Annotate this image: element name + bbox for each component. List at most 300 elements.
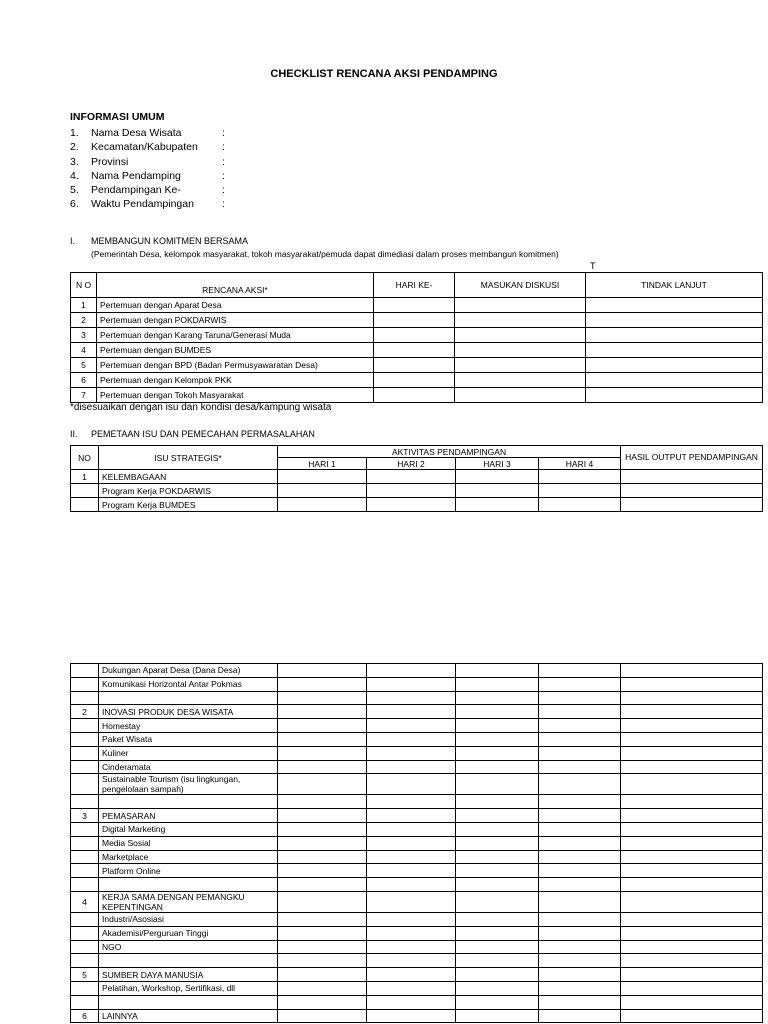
info-item-separator: : (222, 184, 225, 197)
row-number (71, 912, 99, 926)
hari-1-cell[interactable] (278, 470, 367, 484)
table-row (71, 926, 763, 940)
hari-1-cell[interactable] (278, 795, 367, 809)
hari-2-cell[interactable] (367, 774, 456, 795)
hasil-output-cell[interactable] (621, 968, 763, 982)
tindak-lanjut-cell[interactable] (586, 313, 763, 328)
hari-2-cell[interactable] (367, 822, 456, 836)
isu-strategis-cell: Sustainable Tourism (isu lingkungan, pengelolaan sampah) (99, 774, 278, 795)
document-title: CHECKLIST RENCANA AKSI PENDAMPING (270, 68, 498, 80)
hari-1-cell[interactable] (278, 995, 367, 1009)
hasil-output-cell[interactable] (621, 760, 763, 774)
hari-3-cell[interactable] (456, 822, 539, 836)
hasil-output-cell[interactable] (621, 940, 763, 954)
isu-strategis-cell: Paket Wisata (99, 732, 278, 746)
isu-strategis-cell: Digital Marketing (99, 822, 278, 836)
table-row (71, 705, 763, 719)
hari-1-cell[interactable] (278, 664, 367, 678)
table-row (71, 677, 763, 691)
masukan-diskusi-cell[interactable] (455, 373, 586, 388)
rencana-aksi-cell: Pertemuan dengan BPD (Badan Permusyawaratan Desa) (97, 358, 374, 373)
hari-1-cell[interactable] (278, 705, 367, 719)
hari-3-cell[interactable] (456, 470, 539, 484)
row-number (71, 691, 99, 705)
col-header-no: N O (71, 273, 97, 298)
masukan-diskusi-cell[interactable] (455, 328, 586, 343)
info-item (70, 140, 225, 154)
info-item-separator: : (222, 198, 225, 211)
hari-3-cell[interactable] (456, 926, 539, 940)
col-header-tindak-lanjut: TINDAK LANJUT (586, 273, 763, 298)
table-row (71, 981, 763, 995)
hasil-output-cell[interactable] (621, 891, 763, 912)
hari-1-cell[interactable] (278, 498, 367, 512)
col-header-isu-strategis: ISU STRATEGIS* (99, 446, 278, 470)
hari-ke-cell[interactable] (374, 343, 455, 358)
hari-2-cell[interactable] (367, 484, 456, 498)
table-row (71, 954, 763, 968)
rencana-aksi-cell: Pertemuan dengan Karang Taruna/Generasi Muda (97, 328, 374, 343)
hari-4-cell[interactable] (539, 664, 621, 678)
hasil-output-cell[interactable] (621, 719, 763, 733)
row-number (71, 732, 99, 746)
info-item-separator: : (222, 127, 225, 139)
hari-2-cell[interactable] (367, 912, 456, 926)
hari-1-cell[interactable] (278, 774, 367, 795)
hari-4-cell[interactable] (539, 954, 621, 968)
rencana-aksi-cell: Pertemuan dengan BUMDES (97, 343, 374, 358)
row-number (71, 864, 99, 878)
tindak-lanjut-cell[interactable] (586, 343, 763, 358)
hari-4-cell[interactable] (539, 912, 621, 926)
info-item (70, 169, 225, 183)
tindak-lanjut-cell[interactable] (586, 373, 763, 388)
section-2-heading (70, 429, 315, 439)
hari-3-cell[interactable] (456, 878, 539, 892)
col-header-hari-1: HARI 1 (278, 458, 367, 470)
row-number (71, 926, 99, 940)
hari-3-cell[interactable] (456, 760, 539, 774)
hari-3-cell[interactable] (456, 498, 539, 512)
hari-4-cell[interactable] (539, 995, 621, 1009)
hari-2-cell[interactable] (367, 705, 456, 719)
hasil-output-cell[interactable] (621, 691, 763, 705)
hari-4-cell[interactable] (539, 968, 621, 982)
row-number (71, 981, 99, 995)
hasil-output-cell[interactable] (621, 864, 763, 878)
hari-3-cell[interactable] (456, 981, 539, 995)
tindak-lanjut-cell[interactable] (586, 298, 763, 313)
hari-4-cell[interactable] (539, 719, 621, 733)
section-1-subtitle: (Pemerintah Desa, kelompok masyarakat, tokoh masyarakat/pemuda dapat dimediasi dalam proses membangun komitmen) (91, 249, 559, 259)
col-header-hasil-output: HASIL OUTPUT PENDAMPINGAN (621, 446, 763, 470)
table-row (71, 940, 763, 954)
col-header-aktivitas: AKTIVITAS PENDAMPINGAN (278, 446, 621, 458)
hari-3-cell[interactable] (456, 968, 539, 982)
hari-1-cell[interactable] (278, 891, 367, 912)
hari-4-cell[interactable] (539, 878, 621, 892)
isu-strategis-cell: KERJA SAMA DENGAN PEMANGKU KEPENTINGAN (99, 891, 278, 912)
table-row (71, 995, 763, 1009)
row-number: 6 (71, 373, 97, 388)
hari-1-cell[interactable] (278, 760, 367, 774)
isu-strategis-table (70, 445, 763, 512)
hasil-output-cell[interactable] (621, 954, 763, 968)
hari-2-cell[interactable] (367, 795, 456, 809)
section-2-title: PEMETAAN ISU DAN PEMECAHAN PERMASALAHAN (91, 429, 315, 439)
row-number: 1 (71, 470, 99, 484)
hasil-output-cell[interactable] (621, 1009, 763, 1023)
info-item-label: Pendampingan Ke- (91, 184, 181, 197)
table-row (71, 373, 763, 388)
table-row (71, 850, 763, 864)
hari-2-cell[interactable] (367, 760, 456, 774)
hasil-output-cell[interactable] (621, 746, 763, 760)
hasil-output-cell[interactable] (621, 774, 763, 795)
info-item-separator: : (222, 169, 225, 182)
hari-1-cell[interactable] (278, 850, 367, 864)
hari-3-cell[interactable] (456, 1009, 539, 1023)
row-number (71, 664, 99, 678)
rencana-aksi-cell: Pertemuan dengan Tokoh Masyarakat (97, 388, 374, 403)
hari-4-cell[interactable] (539, 850, 621, 864)
table-row (71, 358, 763, 373)
hari-3-cell[interactable] (456, 691, 539, 705)
info-item-separator: : (222, 155, 225, 168)
isu-strategis-cell (99, 795, 278, 809)
table-row (71, 1009, 763, 1023)
row-number (71, 677, 99, 691)
hasil-output-cell[interactable] (621, 470, 763, 484)
hari-ke-cell[interactable] (374, 358, 455, 373)
row-number: 3 (71, 809, 99, 823)
hari-3-cell[interactable] (456, 954, 539, 968)
hari-4-cell[interactable] (539, 891, 621, 912)
masukan-diskusi-cell[interactable] (455, 313, 586, 328)
hari-1-cell[interactable] (278, 968, 367, 982)
section-1-title: MEMBANGUN KOMITMEN BERSAMA (91, 236, 249, 246)
hasil-output-cell[interactable] (621, 981, 763, 995)
tindak-lanjut-cell[interactable] (586, 358, 763, 373)
hari-4-cell[interactable] (539, 746, 621, 760)
hari-1-cell[interactable] (278, 484, 367, 498)
row-number (71, 774, 99, 795)
hari-3-cell[interactable] (456, 664, 539, 678)
hari-3-cell[interactable] (456, 732, 539, 746)
row-number (71, 719, 99, 733)
hari-3-cell[interactable] (456, 677, 539, 691)
hari-3-cell[interactable] (456, 795, 539, 809)
info-item (70, 197, 225, 211)
table-row (71, 732, 763, 746)
hari-2-cell[interactable] (367, 498, 456, 512)
info-item-label: Waktu Pendampingan (91, 198, 194, 211)
info-item-label: Nama Pendamping (91, 169, 181, 182)
masukan-diskusi-cell[interactable] (455, 388, 586, 403)
row-number (71, 484, 99, 498)
isu-strategis-cell (99, 878, 278, 892)
col-header-no: NO (71, 446, 99, 470)
info-item-number: 2. (70, 141, 79, 154)
hari-3-cell[interactable] (456, 891, 539, 912)
col-header-hari-2: HARI 2 (367, 458, 456, 470)
hari-2-cell[interactable] (367, 926, 456, 940)
hasil-output-cell[interactable] (621, 850, 763, 864)
table-row (71, 719, 763, 733)
table-row (71, 760, 763, 774)
hari-2-cell[interactable] (367, 719, 456, 733)
tindak-lanjut-cell[interactable] (586, 328, 763, 343)
hari-3-cell[interactable] (456, 809, 539, 823)
hari-2-cell[interactable] (367, 891, 456, 912)
hari-1-cell[interactable] (278, 981, 367, 995)
hari-1-cell[interactable] (278, 719, 367, 733)
hari-3-cell[interactable] (456, 719, 539, 733)
section-2-number: II. (70, 429, 78, 439)
hasil-output-cell[interactable] (621, 498, 763, 512)
isu-strategis-cell (99, 691, 278, 705)
hari-4-cell[interactable] (539, 1009, 621, 1023)
hari-3-cell[interactable] (456, 774, 539, 795)
table-row (71, 484, 763, 498)
info-list (70, 126, 225, 212)
hari-4-cell[interactable] (539, 760, 621, 774)
isu-strategis-cell: Homestay (99, 719, 278, 733)
isu-strategis-cell: Media Sosial (99, 836, 278, 850)
row-number (71, 954, 99, 968)
isu-strategis-cell: Pelatihan, Workshop, Sertifikasi, dll (99, 981, 278, 995)
hari-1-cell[interactable] (278, 836, 367, 850)
row-number (71, 822, 99, 836)
hari-2-cell[interactable] (367, 470, 456, 484)
isu-strategis-cell: Marketplace (99, 850, 278, 864)
row-number (71, 836, 99, 850)
hari-2-cell[interactable] (367, 677, 456, 691)
hari-ke-cell[interactable] (374, 328, 455, 343)
isu-strategis-cell: Program Kerja BUMDES (99, 498, 278, 512)
hari-1-cell[interactable] (278, 677, 367, 691)
table-row (71, 313, 763, 328)
hari-2-cell[interactable] (367, 664, 456, 678)
table-row (71, 498, 763, 512)
hasil-output-cell[interactable] (621, 664, 763, 678)
hari-2-cell[interactable] (367, 995, 456, 1009)
hari-ke-cell[interactable] (374, 313, 455, 328)
hari-3-cell[interactable] (456, 850, 539, 864)
tindak-lanjut-cell[interactable] (586, 388, 763, 403)
hari-4-cell[interactable] (539, 774, 621, 795)
hari-4-cell[interactable] (539, 981, 621, 995)
info-item-separator: : (222, 141, 225, 154)
hasil-output-cell[interactable] (621, 677, 763, 691)
hari-4-cell[interactable] (539, 926, 621, 940)
section-1-heading (70, 236, 248, 246)
hari-4-cell[interactable] (539, 705, 621, 719)
table-row (71, 878, 763, 892)
hari-3-cell[interactable] (456, 836, 539, 850)
hari-3-cell[interactable] (456, 746, 539, 760)
info-item-number: 4. (70, 169, 79, 182)
isu-strategis-cell: Dukungan Aparat Desa (Dana Desa) (99, 664, 278, 678)
hasil-output-cell[interactable] (621, 836, 763, 850)
hasil-output-cell[interactable] (621, 732, 763, 746)
hasil-output-cell[interactable] (621, 484, 763, 498)
isu-strategis-cell: Kuliner (99, 746, 278, 760)
hari-3-cell[interactable] (456, 995, 539, 1009)
row-number (71, 995, 99, 1009)
masukan-diskusi-cell[interactable] (455, 343, 586, 358)
table-row (71, 746, 763, 760)
table-row (71, 298, 763, 313)
hasil-output-cell[interactable] (621, 705, 763, 719)
isu-strategis-table-continued (70, 663, 763, 1023)
info-item-number: 5. (70, 184, 79, 197)
info-item (70, 126, 225, 140)
isu-strategis-cell: KELEMBAGAAN (99, 470, 278, 484)
hari-1-cell[interactable] (278, 926, 367, 940)
hari-3-cell[interactable] (456, 484, 539, 498)
hari-3-cell[interactable] (456, 705, 539, 719)
hari-2-cell[interactable] (367, 878, 456, 892)
table-row (71, 822, 763, 836)
hari-4-cell[interactable] (539, 809, 621, 823)
hari-1-cell[interactable] (278, 878, 367, 892)
row-number: 2 (71, 705, 99, 719)
table-row (71, 836, 763, 850)
row-number: 4 (71, 343, 97, 358)
rencana-aksi-cell: Pertemuan dengan POKDARWIS (97, 313, 374, 328)
rencana-aksi-table (70, 272, 763, 403)
rencana-aksi-cell: Pertemuan dengan Aparat Desa (97, 298, 374, 313)
hari-4-cell[interactable] (539, 940, 621, 954)
row-number: 3 (71, 328, 97, 343)
info-item-label: Kecamatan/Kabupaten (91, 141, 198, 154)
info-item-number: 6. (70, 198, 79, 211)
hari-1-cell[interactable] (278, 746, 367, 760)
row-number: 2 (71, 313, 97, 328)
hari-4-cell[interactable] (539, 864, 621, 878)
hari-2-cell[interactable] (367, 940, 456, 954)
isu-strategis-cell: Program Kerja POKDARWIS (99, 484, 278, 498)
info-item (70, 155, 225, 169)
hari-2-cell[interactable] (367, 981, 456, 995)
table-row (71, 774, 763, 795)
hasil-output-cell[interactable] (621, 878, 763, 892)
hari-1-cell[interactable] (278, 864, 367, 878)
hari-2-cell[interactable] (367, 954, 456, 968)
hari-3-cell[interactable] (456, 940, 539, 954)
table-row (71, 891, 763, 912)
isu-strategis-cell: Komunikasi Horizontal Antar Pokmas (99, 677, 278, 691)
hari-2-cell[interactable] (367, 732, 456, 746)
footnote: *disesuaikan dengan isu dan kondisi desa/kampung wisata (70, 402, 332, 413)
hari-1-cell[interactable] (278, 809, 367, 823)
row-number (71, 746, 99, 760)
hari-3-cell[interactable] (456, 912, 539, 926)
row-number (71, 795, 99, 809)
hasil-output-cell[interactable] (621, 912, 763, 926)
table-row (71, 470, 763, 484)
col-header-hari-ke: HARI KE- (374, 273, 455, 298)
info-heading: INFORMASI UMUM (70, 111, 165, 123)
hari-1-cell[interactable] (278, 940, 367, 954)
row-number: 4 (71, 891, 99, 912)
hari-1-cell[interactable] (278, 954, 367, 968)
table-row (71, 343, 763, 358)
isu-strategis-cell: Industri/Asosiasi (99, 912, 278, 926)
hasil-output-cell[interactable] (621, 926, 763, 940)
hari-1-cell[interactable] (278, 691, 367, 705)
info-item-label: Nama Desa Wisata (91, 127, 182, 139)
hari-4-cell[interactable] (539, 795, 621, 809)
hari-4-cell[interactable] (539, 836, 621, 850)
table-row (71, 664, 763, 678)
isu-strategis-cell: Akademisi/Perguruan Tinggi (99, 926, 278, 940)
row-number: 5 (71, 968, 99, 982)
row-number (71, 878, 99, 892)
row-number: 6 (71, 1009, 99, 1023)
col-header-rencana-aksi: RENCANA AKSI* (97, 273, 374, 298)
hari-2-cell[interactable] (367, 1009, 456, 1023)
hari-4-cell[interactable] (539, 822, 621, 836)
stray-mark: T (590, 261, 596, 271)
hari-1-cell[interactable] (278, 822, 367, 836)
hari-4-cell[interactable] (539, 484, 621, 498)
row-number: 7 (71, 388, 97, 403)
hasil-output-cell[interactable] (621, 809, 763, 823)
hari-2-cell[interactable] (367, 864, 456, 878)
hari-1-cell[interactable] (278, 1009, 367, 1023)
hari-2-cell[interactable] (367, 968, 456, 982)
hari-2-cell[interactable] (367, 836, 456, 850)
row-number: 5 (71, 358, 97, 373)
hari-2-cell[interactable] (367, 691, 456, 705)
masukan-diskusi-cell[interactable] (455, 358, 586, 373)
hari-ke-cell[interactable] (374, 298, 455, 313)
hari-4-cell[interactable] (539, 677, 621, 691)
hasil-output-cell[interactable] (621, 822, 763, 836)
hari-1-cell[interactable] (278, 732, 367, 746)
hari-4-cell[interactable] (539, 732, 621, 746)
hari-4-cell[interactable] (539, 470, 621, 484)
section-1-number: I. (70, 236, 76, 246)
table-row (71, 388, 763, 403)
hari-ke-cell[interactable] (374, 373, 455, 388)
hari-2-cell[interactable] (367, 746, 456, 760)
hasil-output-cell[interactable] (621, 795, 763, 809)
hari-1-cell[interactable] (278, 912, 367, 926)
row-number (71, 498, 99, 512)
table-row (71, 968, 763, 982)
isu-strategis-cell: Cinderamata (99, 760, 278, 774)
hari-4-cell[interactable] (539, 691, 621, 705)
isu-strategis-cell (99, 995, 278, 1009)
hari-2-cell[interactable] (367, 809, 456, 823)
table-row (71, 864, 763, 878)
info-item-number: 1. (70, 127, 79, 139)
hari-3-cell[interactable] (456, 864, 539, 878)
masukan-diskusi-cell[interactable] (455, 298, 586, 313)
hari-4-cell[interactable] (539, 498, 621, 512)
info-item-label: Provinsi (91, 155, 129, 168)
row-number (71, 940, 99, 954)
row-number (71, 850, 99, 864)
hari-ke-cell[interactable] (374, 388, 455, 403)
table-row (71, 328, 763, 343)
hasil-output-cell[interactable] (621, 995, 763, 1009)
hari-2-cell[interactable] (367, 850, 456, 864)
isu-strategis-cell: NGO (99, 940, 278, 954)
